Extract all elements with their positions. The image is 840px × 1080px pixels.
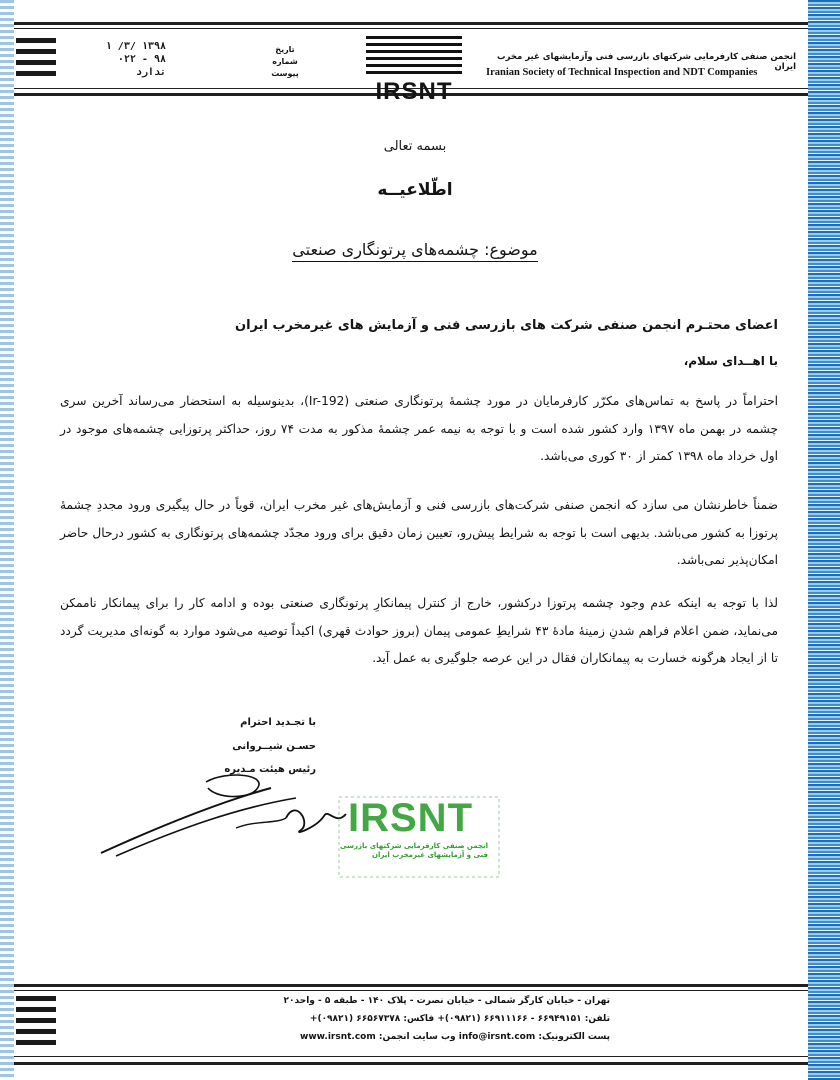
attachment-label: پیوست	[271, 69, 299, 78]
header-left-bars	[16, 38, 56, 76]
header-top-rule-thin	[14, 28, 808, 29]
stamp-text: IRSNT	[348, 796, 473, 840]
date-label: تاریخ	[275, 45, 295, 54]
subject-line	[40, 240, 790, 259]
paragraph-3: لذا با توجه به اینکه عدم وجود چشمه پرتوزا درکشور، خارج از کنترل پیمانکارِ پرتونگاری صنعتی بوده و ادامه کار را برای پیمانکار ناممکن می‌نماید، ضمن اعلام فراهم شدنِ زمینهٔ مادهٔ ۴۳ شرایطِ عمومی پیمان (بروز حوادث قهری) اکیداً توصیه می‌شود موارد به گونه‌ای مدیریت گردد تا از ایجاد هرگونه خسارت به پیمانکاران فقال در این عرصه جلوگیری به عمل آید.	[60, 596, 778, 665]
letter-meta-labels	[252, 44, 318, 80]
basmala: بسمه تعالی	[383, 139, 447, 154]
footer-phones: تلفن: ۶۶۹۴۹۱۵۱ - ۶۶۹۱۱۱۶۶ (۰۹۸۲۱)+ فاکس: ۶۶۵۶۷۳۷۸ (۰۹۸۲۱)+	[309, 1014, 610, 1024]
handwritten-signature	[96, 768, 366, 868]
paragraph-2: ضمناً خاطرنشان می سازد که انجمن صنفی شرکت‌های بازرسی فنی و آزمایش‌های غیر مخرب ایران، قویاً در حال پیگیری ورود مجددِ چشمهٔ پرتوزا به کشور می‌باشد. بدیهی است با توجه به شرایط پیش‌رو، تعیین زمان دقیق برای ورود مجدّد چشمه‌های پرتونگاری به کشور درحال حاضر امکان‌پذیر نمی‌باشد.	[60, 498, 778, 567]
irsnt-logo	[362, 36, 466, 106]
number-label: شماره	[272, 57, 298, 66]
logo-text: IRSNT	[375, 78, 453, 105]
footer-left-bars	[16, 996, 56, 1045]
signature-name: حسـن شیــروانی	[232, 741, 316, 752]
footer-address: تهران - خیابان کارگر شمالی - خیابان نصرت - پلاک ۱۴۰ - طبقه ۵ - واحد۲۰	[283, 996, 610, 1006]
signature-closing: با تجـدید احترام	[240, 717, 316, 728]
stamp-caption: انجمن صنفی کارفرمایی شرکتهای بازرسی فنی و آزمایشهای غیرمخرب ایران	[339, 842, 488, 859]
footer-contact: پست الکترونیک: info@irsnt.com وب سایت انجمن: www.irsnt.com	[300, 1032, 610, 1042]
attachment-value: ندارد	[135, 67, 166, 78]
greeting: با اهــدای سلام،	[683, 354, 778, 368]
footer-top-rule-thin	[14, 990, 808, 991]
right-border	[808, 0, 840, 1080]
header-top-rule	[14, 22, 808, 25]
org-name-fa: انجمن صنفی کارفرمایی شرکتهای بازرسی فنی وآزمایشهای غیر مخرب ایران	[497, 52, 796, 72]
footer-bottom-rule	[14, 1056, 808, 1057]
left-border	[0, 0, 14, 1080]
paragraph-1: احتراماً در پاسخ به تماس‌های مکرّر کارفرمایان در مورد چشمهٔ پرتونگاری صنعتی (Ir-192)، بدینوسیله به استحضار می‌رساند آخرین سری چشمه در بهمن ماه ۱۳۹۷ وارد کشور شده است و با توجه به نیمه عمر چشمهٔ مذکور به مدت ۷۴ روز، حداکثر پرتوزایی چشمه‌های موجود در اول خرداد ماه ۱۳۹۸ کمتر از ۳۰ کوری می‌باشد.	[60, 394, 779, 463]
logo-lines-icon	[362, 36, 466, 74]
org-name-en: Iranian Society of Technical Inspection and NDT Companies	[486, 67, 758, 78]
number-value: ۹۸ - ۰۲۲	[117, 54, 166, 65]
footer-top-rule	[14, 984, 808, 987]
footer-bottom-rule-thick	[14, 1062, 808, 1065]
notice-title: اطّلاعیــه	[377, 180, 453, 200]
subject-text: موضوع: چشمه‌های پرتونگاری صنعتی	[292, 240, 537, 262]
signature-title: رئیس هیئت مـدیره	[224, 764, 316, 775]
date-value: ۱۳۹۸ /۳/ ۱	[105, 41, 166, 52]
addressee: اعضای محتـرم انجمن صنفی شرکت های بازرسی فنی و آزمایش های غیرمخرب ایران	[234, 318, 778, 333]
letter-meta-values	[76, 40, 166, 79]
